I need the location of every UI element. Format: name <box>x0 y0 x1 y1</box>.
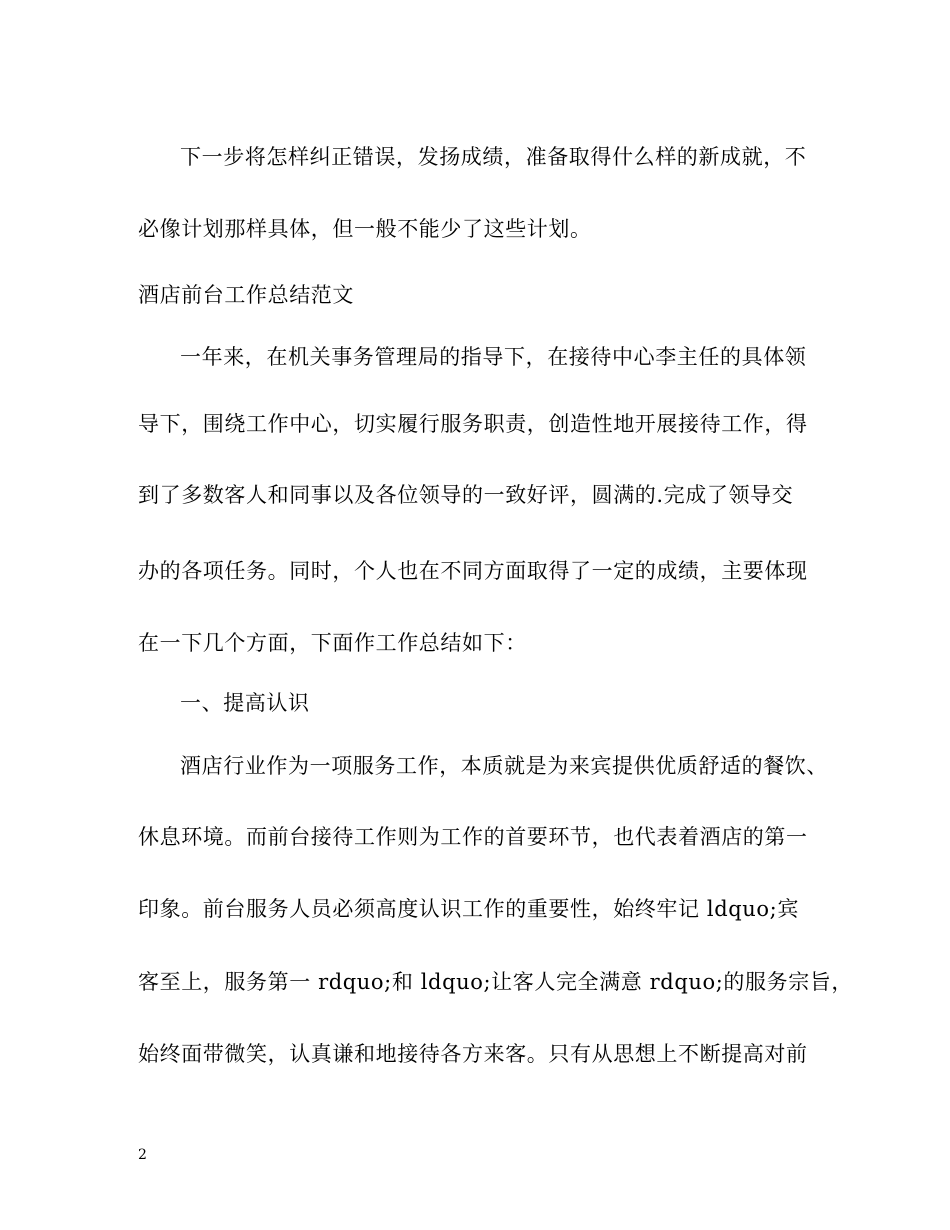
section-heading: 酒店前台工作总结范文 <box>138 283 354 307</box>
paragraph-line: 下一步将怎样纠正错误，发扬成绩，准备取得什么样的新成就，不 <box>180 145 807 169</box>
paragraph-line: 办的各项任务。同时，个人也在不同方面取得了一定的成绩，主要体现 <box>138 559 808 583</box>
paragraph-line: 酒店行业作为一项服务工作，本质就是为来宾提供优质舒适的餐饮、 <box>180 754 828 778</box>
paragraph-line: 导下，围绕工作中心，切实履行服务职责，创造性地开展接待工作，得 <box>138 412 808 436</box>
page-number: 2 <box>138 1147 147 1163</box>
paragraph-line: 始终面带微笑，认真谦和地接待各方来客。只有从思想上不断提高对前 <box>138 1042 808 1066</box>
subheading: 一、提高认识 <box>180 691 310 715</box>
paragraph-line: 客至上，服务第一 rdquo;和 ldquo;让客人完全满意 rdquo;的服务宗旨， <box>138 970 854 994</box>
paragraph-line: 到了多数客人和同事以及各位领导的一致好评，圆满的.完成了领导交 <box>138 483 794 507</box>
paragraph-line: 印象。前台服务人员必须高度认识工作的重要性，始终牢记 ldquo;宾 <box>138 897 799 921</box>
paragraph-line: 休息环境。而前台接待工作则为工作的首要环节，也代表着酒店的第一 <box>138 825 808 849</box>
paragraph-line: 必像计划那样具体，但一般不能少了这些计划。 <box>138 217 592 241</box>
paragraph-line: 在一下几个方面，下面作工作总结如下： <box>138 631 527 655</box>
paragraph-line: 一年来，在机关事务管理局的指导下，在接待中心李主任的具体领 <box>180 345 807 369</box>
